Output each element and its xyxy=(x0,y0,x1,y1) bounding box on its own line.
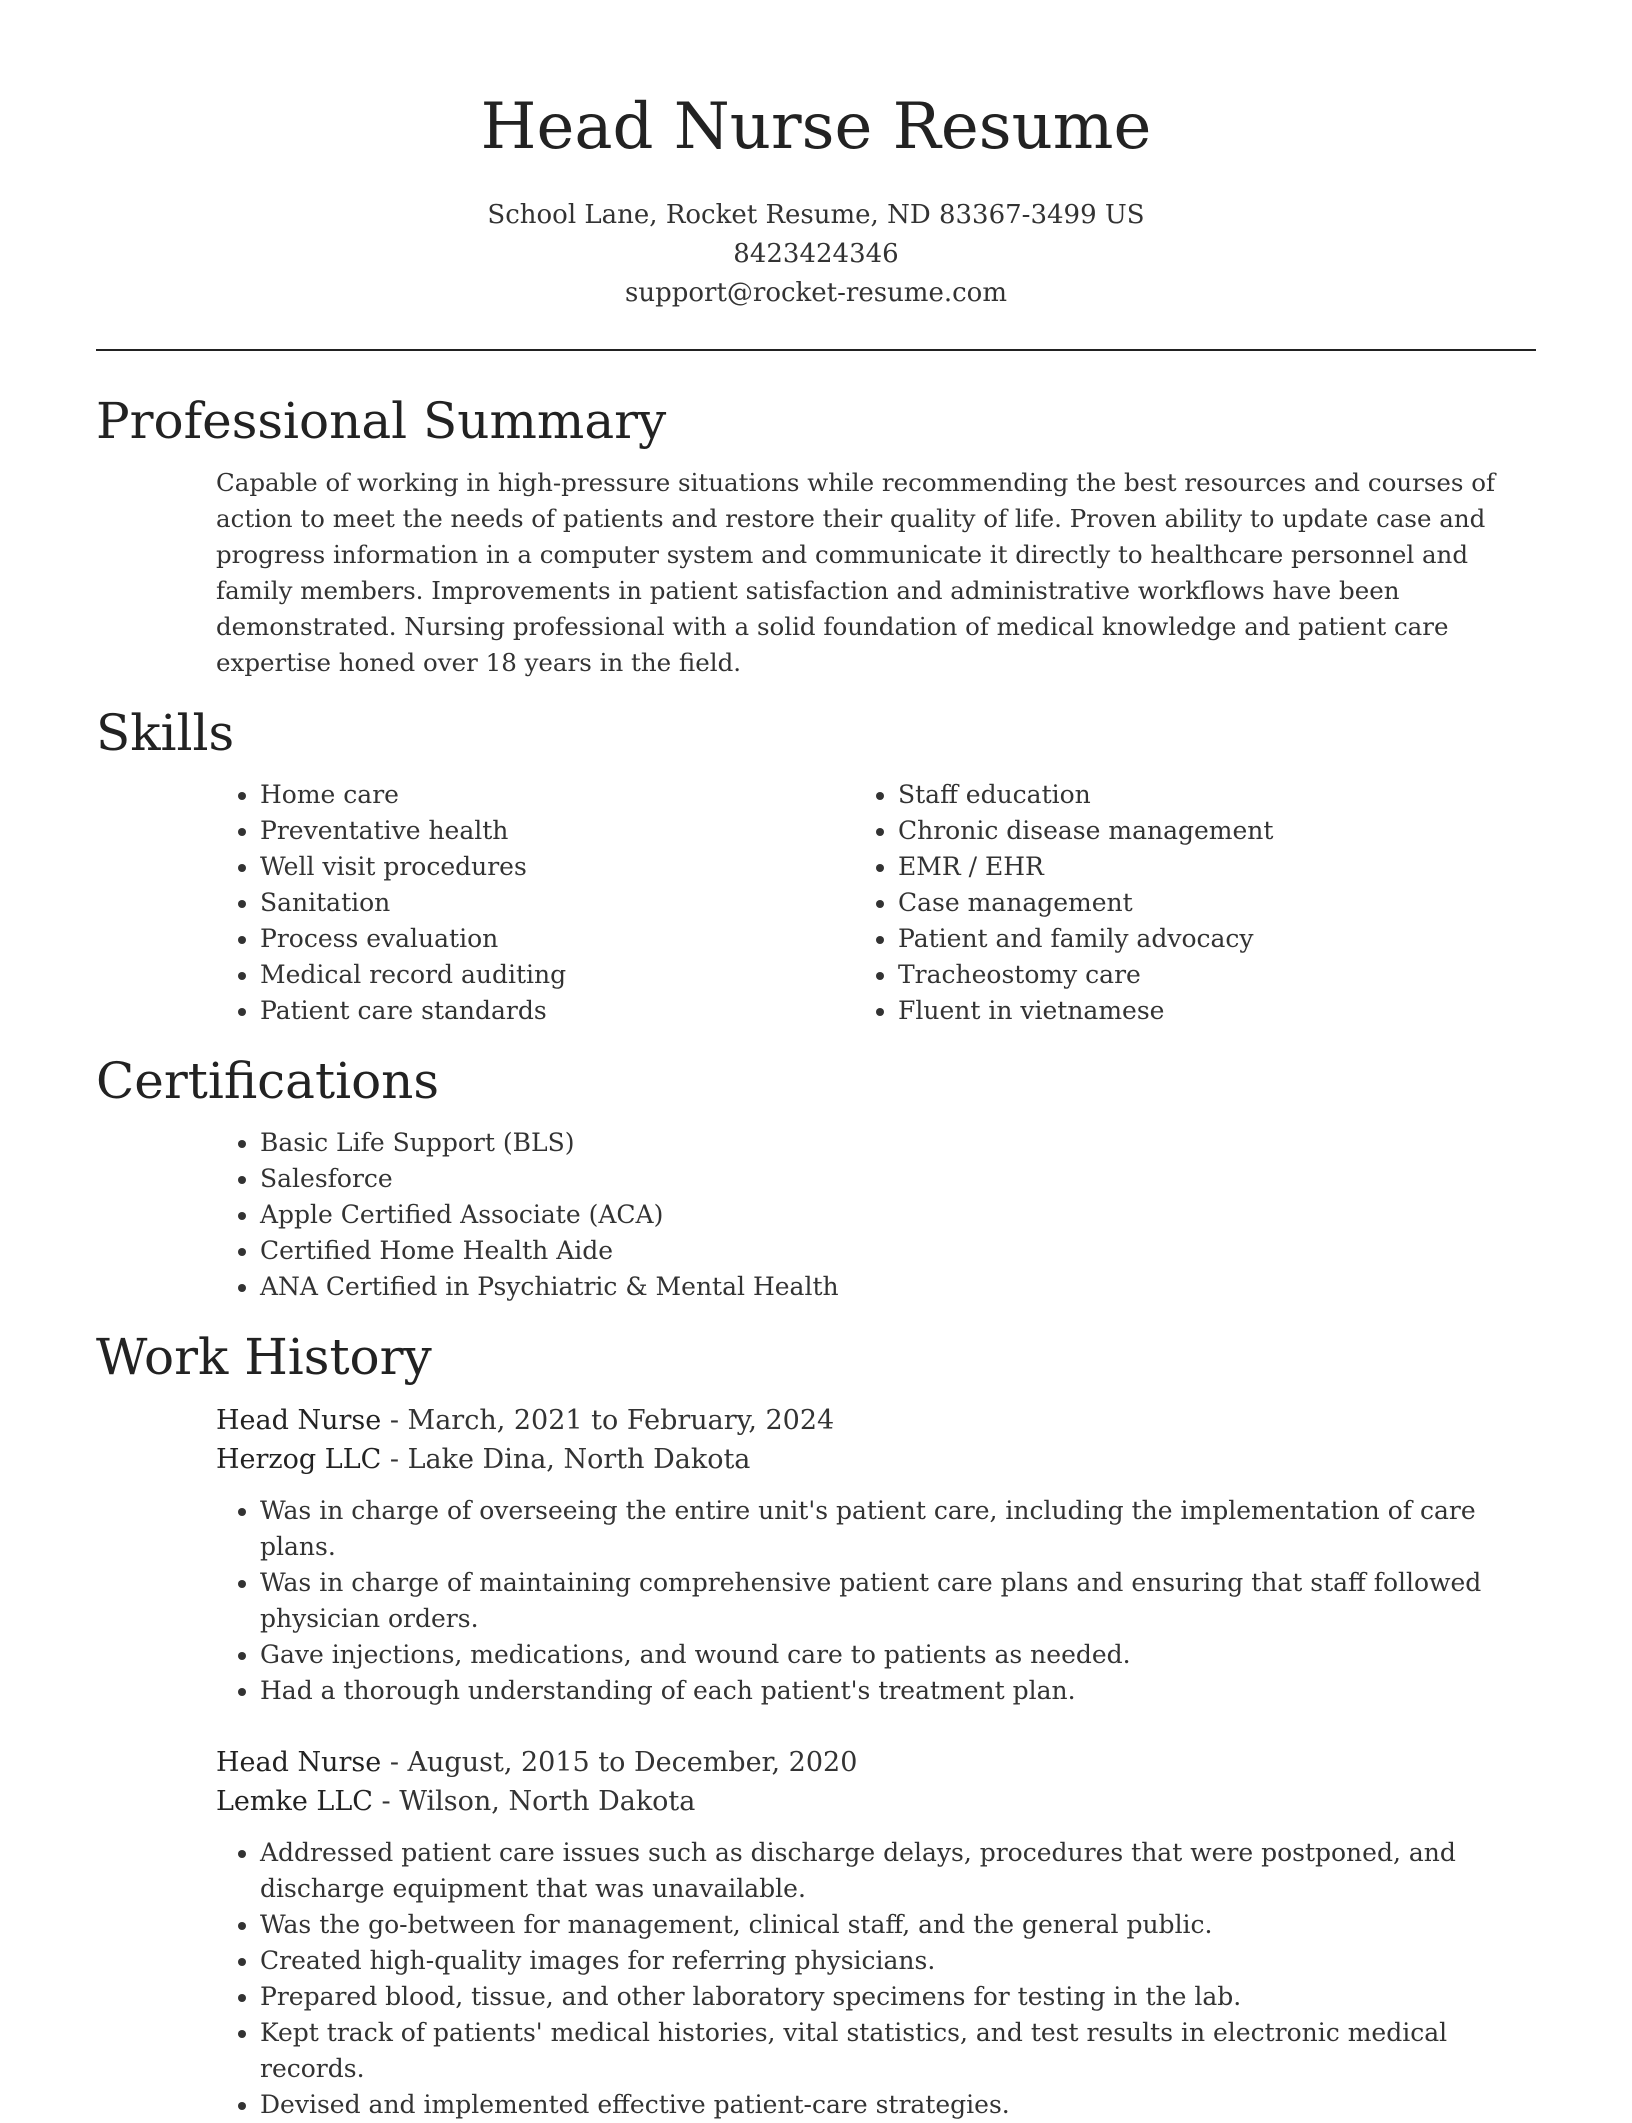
separator: - xyxy=(381,1405,408,1436)
job-entry xyxy=(96,1743,1536,2123)
job-company: Lemke LLC xyxy=(216,1786,373,1817)
skills-column-left xyxy=(96,777,898,1029)
job-entry xyxy=(96,1401,1536,1709)
header-divider xyxy=(96,349,1536,351)
skills-section xyxy=(96,703,1536,1029)
work-section xyxy=(96,1327,1536,2123)
certifications-list xyxy=(96,1125,1536,1305)
separator: - xyxy=(381,1747,408,1778)
separator: - xyxy=(381,1444,408,1475)
job-company: Herzog LLC xyxy=(216,1444,382,1475)
skill-item: • Home care xyxy=(260,777,898,813)
contact-email: support@rocket-resume.com xyxy=(624,278,1007,308)
resume-header xyxy=(96,88,1536,313)
certification-item: • ANA Certified in Psychiatric & Mental Health xyxy=(260,1269,1536,1305)
job-duty-item: • Created high-quality images for referring physicians. xyxy=(260,1943,1536,1979)
summary-text: Capable of working in high-pressure situations while recommending the best resources and courses of action to meet the needs of patients and restore their quality of life. Proven ability to update case and progress information in a computer system and communicate it directly to healthcare personnel and family members. Improvements in patient satisfaction and administrative workflows have been demonstrated. Nursing professional with a solid foundation of medical knowledge and patient care expertise honed over 18 years in the field. xyxy=(216,468,1496,677)
certification-item: • Apple Certified Associate (ACA) xyxy=(260,1197,1536,1233)
certification-item: • Salesforce xyxy=(260,1161,1536,1197)
skill-item: • Preventative health xyxy=(260,813,898,849)
job-employer-line xyxy=(216,1440,1536,1479)
contact-phone: 8423424346 xyxy=(733,239,899,269)
job-role: Head Nurse xyxy=(216,1747,382,1778)
contact-address: School Lane, Rocket Resume, ND 83367-3499 US xyxy=(487,200,1145,230)
skill-item: • Patient and family advocacy xyxy=(898,921,1536,957)
job-duty-item: • Prepared blood, tissue, and other laboratory specimens for testing in the lab. xyxy=(260,1979,1536,2015)
job-duty-item: • Was in charge of overseeing the entire unit's patient care, including the implementation of care plans. xyxy=(260,1493,1536,1565)
skill-item: • Process evaluation xyxy=(260,921,898,957)
job-duty-item: • Addressed patient care issues such as discharge delays, procedures that were postponed, and discharge equipment that was unavailable. xyxy=(260,1835,1536,1907)
job-duty-item: • Gave injections, medications, and wound care to patients as needed. xyxy=(260,1637,1536,1673)
job-duty-item: • Was the go-between for management, clinical staff, and the general public. xyxy=(260,1907,1536,1943)
job-location: Wilson, North Dakota xyxy=(399,1786,696,1817)
skill-item: • Fluent in vietnamese xyxy=(898,993,1536,1029)
job-duty-item: • Was in charge of maintaining comprehensive patient care plans and ensuring that staff followed physician orders. xyxy=(260,1565,1536,1637)
job-duties-list xyxy=(96,1835,1536,2123)
job-title-line xyxy=(216,1743,1536,1782)
certification-item: • Certified Home Health Aide xyxy=(260,1233,1536,1269)
job-duty-item: • Kept track of patients' medical histories, vital statistics, and test results in electronic medical records. xyxy=(260,2015,1536,2087)
skill-item: • Case management xyxy=(898,885,1536,921)
skill-item: • Sanitation xyxy=(260,885,898,921)
skill-item: • Staff education xyxy=(898,777,1536,813)
job-title-line xyxy=(216,1401,1536,1440)
certification-item: • Basic Life Support (BLS) xyxy=(260,1125,1536,1161)
job-dates: August, 2015 to December, 2020 xyxy=(407,1747,858,1778)
job-role: Head Nurse xyxy=(216,1405,382,1436)
skills-heading: Skills xyxy=(96,704,235,762)
job-dates: March, 2021 to February, 2024 xyxy=(407,1405,835,1436)
skill-item: • Well visit procedures xyxy=(260,849,898,885)
skill-item: • Medical record auditing xyxy=(260,957,898,993)
skill-item: • Chronic disease management xyxy=(898,813,1536,849)
certifications-heading: Certifications xyxy=(96,1052,440,1110)
job-duty-item: • Devised and implemented effective patient-care strategies. xyxy=(260,2087,1536,2123)
resume-title: Head Nurse Resume xyxy=(480,90,1152,164)
skill-item: • Patient care standards xyxy=(260,993,898,1029)
job-duties-list xyxy=(96,1493,1536,1709)
skill-item: • Tracheostomy care xyxy=(898,957,1536,993)
summary-section xyxy=(96,391,1536,681)
work-heading: Work History xyxy=(96,1328,432,1386)
skills-grid xyxy=(96,777,1536,1029)
certifications-section xyxy=(96,1051,1536,1305)
skill-item: • EMR / EHR xyxy=(898,849,1536,885)
job-employer-line xyxy=(216,1782,1536,1821)
separator: - xyxy=(372,1786,400,1817)
skills-column-right xyxy=(898,777,1536,1029)
summary-heading: Professional Summary xyxy=(96,392,667,450)
job-duty-item: • Had a thorough understanding of each patient's treatment plan. xyxy=(260,1673,1536,1709)
job-location: Lake Dina, North Dakota xyxy=(407,1444,751,1475)
job-list xyxy=(96,1401,1536,2123)
